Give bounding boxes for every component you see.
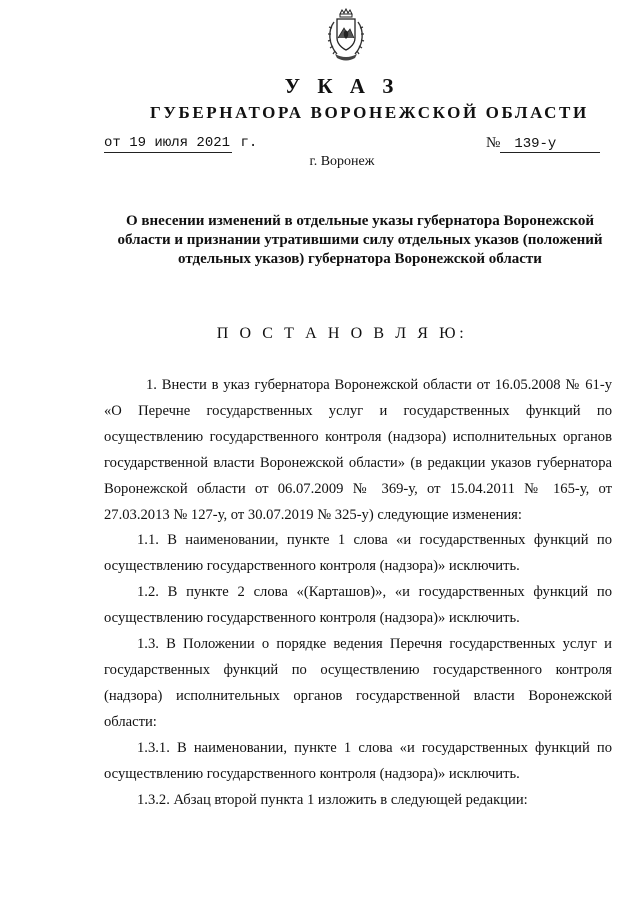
document-body: [104, 373, 612, 813]
date-suffix: г.: [240, 135, 258, 151]
document-heading: О внесении изменений в отдельные указы губернатора Воронежской области и признании утратившими силу отдельных указов (положений отдельных указов) губернатора Воронежской области: [117, 213, 603, 267]
number-value: 139-у: [500, 136, 600, 153]
paragraph-1: 1. Внести в указ губернатора Воронежской области от 16.05.2008 № 61-у «О Перечне государственных услуг и государственных функций по осуществлению государственного контроля (надзора) исполнительных органов государственной власти Воронежской области» (в редакции указов губернатора Воронежской области от 06.07.2009 № 369-у, от 15.04.2011 № 165-у, от 27.03.2013 № 127-у, от 30.07.2019 № 325-у) следующие изменения:: [104, 377, 612, 523]
date-value: 19 июля 2021: [129, 135, 231, 151]
document-title: У К А З: [284, 74, 400, 98]
date-field: [104, 135, 232, 153]
document-subtitle: ГУБЕРНАТОРА ВОРОНЕЖСКОЙ ОБЛАСТИ: [150, 103, 589, 122]
coat-of-arms-icon: [325, 8, 367, 64]
date-prefix: от: [104, 135, 121, 151]
paragraph-1-3-2: 1.3.2. Абзац второй пункта 1 изложить в следующей редакции:: [137, 791, 528, 808]
document-number: [486, 135, 600, 153]
paragraph-1-3-1: 1.3.1. В наименовании, пункте 1 слова «и государственных функций по осуществлению государственного контроля (надзора)» исключить.: [104, 739, 612, 782]
document-date: [104, 135, 257, 153]
document-city: г. Воронеж: [309, 154, 375, 169]
number-sign: №: [486, 135, 501, 151]
paragraph-1-1: 1.1. В наименовании, пункте 1 слова «и государственных функций по осуществлению государственного контроля (надзора)» исключить.: [104, 532, 612, 575]
paragraph-1-3: 1.3. В Положении о порядке ведения Перечня государственных услуг и государственных функций по осуществлению государственного контроля (надзора) исполнительных органов государственной власти Воронежской области:: [104, 636, 612, 730]
paragraph-1-2: 1.2. В пункте 2 слова «(Карташов)», «и государственных функций по осуществлению государственного контроля (надзора)» исключить.: [104, 584, 612, 627]
decree-word: П О С Т А Н О В Л Я Ю:: [216, 325, 468, 342]
